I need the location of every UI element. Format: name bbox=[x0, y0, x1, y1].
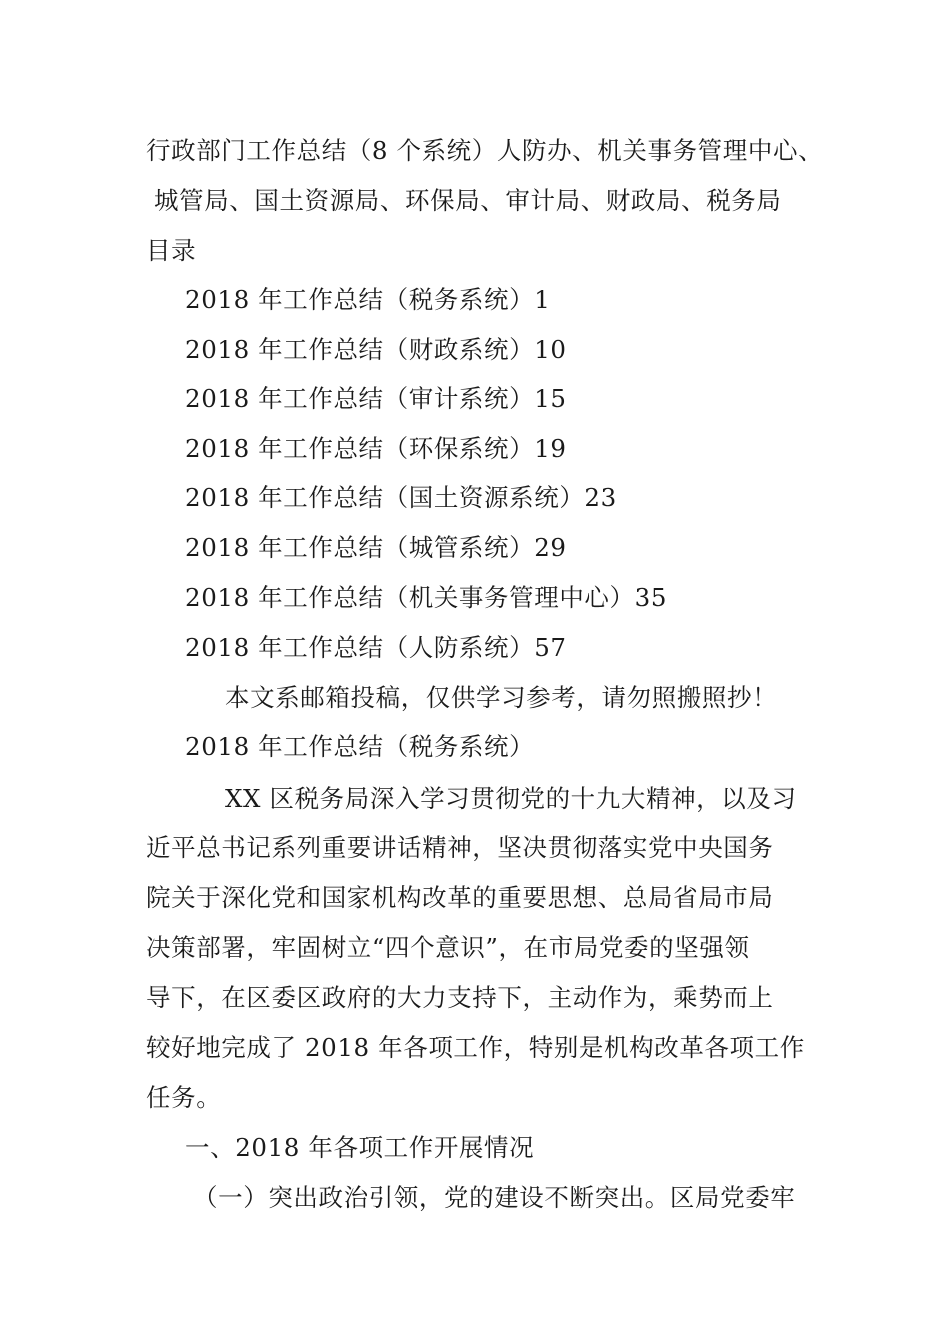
paragraph-line: 导下，在区委区政府的大力支持下，主动作为，乘势而上 bbox=[146, 983, 774, 1012]
copyright-notice: 本文系邮箱投稿，仅供学习参考，请勿照搬照抄！ bbox=[225, 683, 778, 712]
paragraph-line: 近平总书记系列重要讲话精神，坚决贯彻落实党中央国务 bbox=[146, 833, 774, 862]
toc-entry: 2018 年工作总结（城管系统）29 bbox=[185, 533, 567, 562]
heading-level-2: （一）突出政治引领，党的建设不断突出。区局党委牢 bbox=[193, 1183, 796, 1212]
toc-entry: 2018 年工作总结（环保系统）19 bbox=[185, 434, 567, 463]
toc-entry: 2018 年工作总结（人防系统）57 bbox=[185, 633, 567, 662]
toc-entry: 2018 年工作总结（国土资源系统）23 bbox=[185, 483, 617, 512]
section-title: 2018 年工作总结（税务系统） bbox=[185, 732, 535, 761]
toc-entry: 2018 年工作总结（机关事务管理中心）35 bbox=[185, 583, 668, 612]
heading-level-1: 一、2018 年各项工作开展情况 bbox=[185, 1133, 535, 1162]
paragraph-line: 任务。 bbox=[146, 1083, 222, 1112]
document-title-line-1: 行政部门工作总结（8 个系统）人防办、机关事务管理中心、 bbox=[146, 136, 824, 165]
paragraph-line: 决策部署，牢固树立“四个意识”，在市局党委的坚强领 bbox=[146, 933, 750, 962]
toc-entry: 2018 年工作总结（财政系统）10 bbox=[185, 335, 567, 364]
paragraph-line: 较好地完成了 2018 年各项工作，特别是机构改革各项工作 bbox=[146, 1033, 805, 1062]
paragraph-line: 院关于深化党和国家机构改革的重要思想、总局省局市局 bbox=[146, 883, 774, 912]
toc-entry: 2018 年工作总结（审计系统）15 bbox=[185, 384, 567, 413]
paragraph-line: XX 区税务局深入学习贯彻党的十九大精神，以及习 bbox=[225, 784, 797, 813]
toc-heading: 目录 bbox=[146, 236, 197, 265]
toc-entry: 2018 年工作总结（税务系统）1 bbox=[185, 285, 551, 314]
document-title-line-2: 城管局、国土资源局、环保局、审计局、财政局、税务局 bbox=[154, 186, 782, 215]
